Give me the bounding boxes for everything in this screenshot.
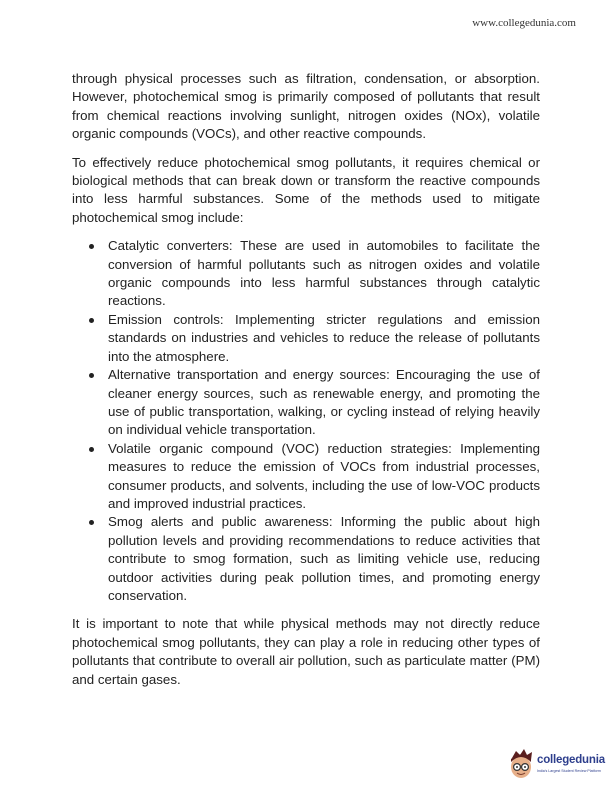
list-item xyxy=(108,513,540,605)
methods-intro-paragraph: To effectively reduce photochemical smog pollutants, it requires chemical or biological methods that can break down or transform the reactive compounds into less harmful substances. Some of the methods used to mitigate photochemical smog include: xyxy=(72,154,540,225)
collegedunia-logo xyxy=(506,746,612,786)
bullet-icon xyxy=(89,447,94,452)
methods-list xyxy=(72,237,540,605)
list-item-text: Alternative transportation and energy sources: Encouraging the use of cleaner energy sources, such as renewable energy, and promoting the use of public transportation, walking, or cycling instead of relying heavily on individual vehicle transportation. xyxy=(108,367,540,438)
document-body xyxy=(72,70,540,699)
bullet-icon xyxy=(89,244,94,249)
bullet-icon xyxy=(89,520,94,525)
list-item-text: Smog alerts and public awareness: Informing the public about high pollution levels and providing recommendations to reduce activities that contribute to smog formation, such as limiting vehicle use, reducing outdoor activities during peak pollution times, and promoting energy conservation. xyxy=(108,514,540,603)
brand-name: collegedunia xyxy=(537,754,605,766)
header-url[interactable]: www.collegedunia.com xyxy=(472,17,576,29)
list-item-text: Catalytic converters: These are used in automobiles to facilitate the conversion of harmful pollutants such as nitrogen oxides and volatile organic compounds into less harmful substances through catalytic reactions. xyxy=(108,238,540,309)
conclusion-paragraph: It is important to note that while physical methods may not directly reduce photochemical smog pollutants, they can play a role in reducing other types of pollutants that contribute to overall air pollution, such as particulate matter (PM) and certain gases. xyxy=(72,616,540,687)
list-item-text: Emission controls: Implementing stricter regulations and emission standards on industries and vehicles to reduce the release of pollutants into the atmosphere. xyxy=(108,311,540,364)
list-item xyxy=(108,366,540,440)
brand-tagline: India's Largest Student Review Platform xyxy=(537,769,601,773)
list-item xyxy=(108,237,540,311)
list-item xyxy=(108,440,540,514)
list-item xyxy=(108,311,540,366)
intro-paragraph: through physical processes such as filtration, condensation, or absorption. However, photochemical smog is primarily composed of pollutants that result from chemical reactions involving sunlight, nitrogen oxides (NOx), volatile organic compounds (VOCs), and other reactive compounds. xyxy=(72,71,540,142)
list-item-text: Volatile organic compound (VOC) reduction strategies: Implementing measures to reduce the emission of VOCs from industrial processes, consumer products, and solvents, including the use of low-VOC products and improved industrial practices. xyxy=(108,440,540,511)
mascot-icon xyxy=(506,748,536,782)
bullet-icon xyxy=(89,373,94,378)
bullet-icon xyxy=(89,318,94,323)
